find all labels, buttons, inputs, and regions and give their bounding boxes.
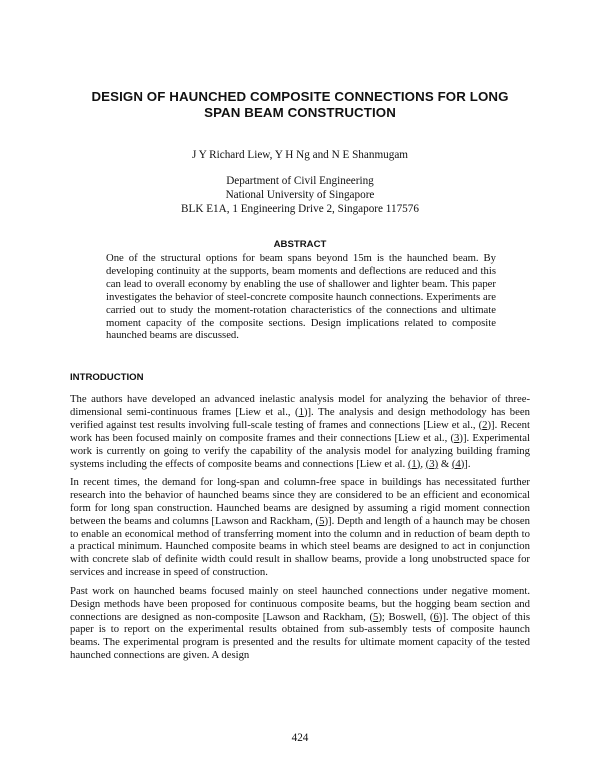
p3-text-2: ); Boswell, ( xyxy=(378,610,434,623)
p1-text-3: )]. Recent work has been focused mainly on composite frames and their connections [Liew et al., ( xyxy=(70,418,530,444)
affiliation xyxy=(0,175,600,216)
citation-link-4[interactable]: (4) xyxy=(451,457,465,470)
paragraph-2 xyxy=(70,476,530,579)
p3-text-1: Past work on haunched beams focused mainly on steel haunched connections under negative moment. Design methods have been proposed for continuous composite beams, but the hogging beam section and connections are designed as non-composite [Lawson and Rackham, ( xyxy=(70,584,530,623)
paragraph-1 xyxy=(70,393,530,470)
citation-link-3b[interactable]: (3) xyxy=(425,457,439,470)
p1-text-6: & xyxy=(438,457,452,470)
citation-link-5b[interactable]: 5 xyxy=(373,610,379,623)
p1-text-7: ]. xyxy=(464,457,471,470)
affiliation-university: National University of Singapore xyxy=(225,188,375,201)
authors: J Y Richard Liew, Y H Ng and N E Shanmugam xyxy=(191,149,409,161)
abstract-text: One of the structural options for beam spans beyond 15m is the haunched beam. By developing continuity at the supports, beam moments and deflections are reduced and this can lead to overall economy by enabling the use of shallower and lighter beam. This paper investigates the behavior of steel-concrete composite haunch connections. Experiments are carried out to study the moment-rotation characteristics of the connections and ultimate moment capacity of the composite sections. Design implications related to composite haunched beams are discussed. xyxy=(106,252,496,342)
affiliation-department: Department of Civil Engineering xyxy=(226,175,374,187)
p1-text-5: , xyxy=(420,457,426,470)
citation-link-3[interactable]: 3 xyxy=(454,431,460,444)
p1-text-2: )]. The analysis and design methodology has been verified against test results involving full-scale testing of frames and connections [Liew et al., ( xyxy=(70,405,530,431)
p2-text-2: )]. Depth and length of a haunch may be chosen to enable an economical method of transferring moment into the column and in reduction of beam depth to a practical minimum. Haunched composite beams in which steel beams are designed to act in conjunction with concrete slab of definite width could result in shallow beams, provide a long unobstructed space for services and increase in speed of construction. xyxy=(70,514,531,579)
p1-text-4: )]. Experimental work is currently on going to verify the capability of the analysis model for analyzing building framing systems including the effects of composite beams and connections [Liew et al. xyxy=(70,431,530,470)
citation-link-5[interactable]: 5 xyxy=(319,514,325,527)
affiliation-address: BLK E1A, 1 Engineering Drive 2, Singapore 117576 xyxy=(181,202,419,215)
citation-link-2[interactable]: 2 xyxy=(482,418,488,431)
page-number: 424 xyxy=(291,732,309,744)
introduction-body xyxy=(70,393,530,668)
citation-link-1b[interactable]: (1) xyxy=(407,457,421,470)
abstract-heading: ABSTRACT xyxy=(273,239,327,250)
citation-link-1[interactable]: 1 xyxy=(298,405,304,418)
introduction-heading: INTRODUCTION xyxy=(70,372,144,383)
p1-text-1: The authors have developed an advanced inelastic analysis model for analyzing the behavior of three-dimensional semi-continuous frames [Liew et al., ( xyxy=(70,393,530,418)
title-line-2: SPAN BEAM CONSTRUCTION xyxy=(204,105,396,120)
p2-text-1: In recent times, the demand for long-span and column-free space in buildings has necessitated further research into the behavior of haunched beams since they are considered to be an efficient and economical form for long span construction. Haunched beams are designed by assuming a rigid moment connection between the beams and columns [Lawson and Rackham, ( xyxy=(70,475,530,527)
p3-text-3: )]. The object of this paper is to report on the experimental results obtained from sub-assembly tests of composite haunch beams. The experimental program is presented and the results for ultimate moment capacity of the tested haunched connections are given. A design xyxy=(70,610,530,662)
citation-link-6[interactable]: 6 xyxy=(433,610,439,623)
title-line-1: DESIGN OF HAUNCHED COMPOSITE CONNECTIONS FOR LONG xyxy=(91,89,509,104)
paragraph-3 xyxy=(70,585,530,662)
paper-title xyxy=(60,89,540,121)
